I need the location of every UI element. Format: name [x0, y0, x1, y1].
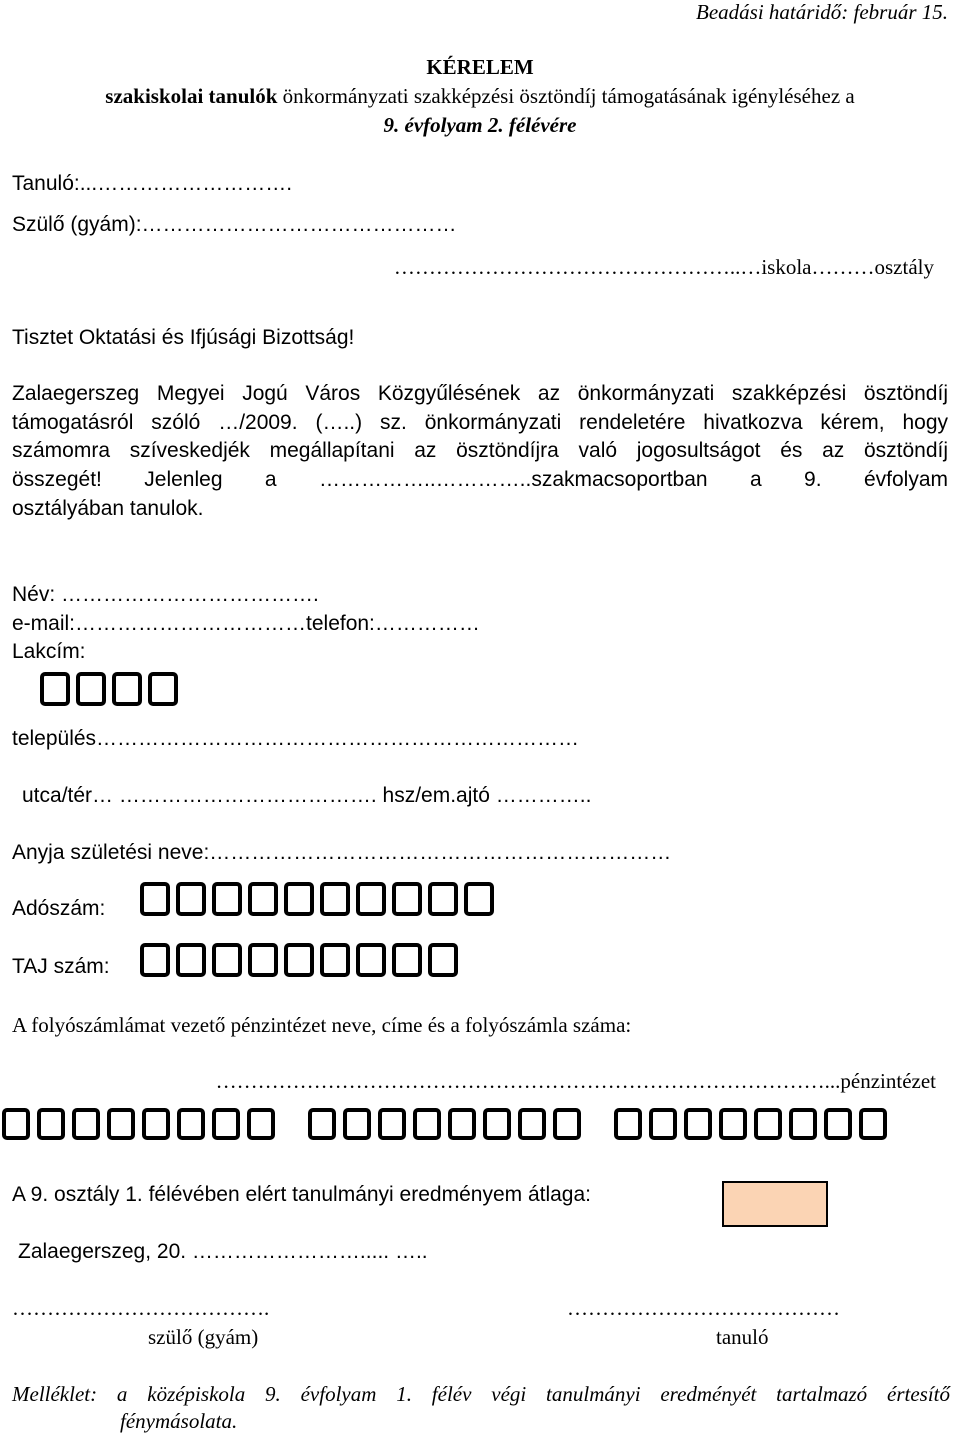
postal-digit-box[interactable] — [40, 672, 70, 706]
taj-digit-box[interactable] — [320, 943, 350, 977]
tax-digit-box[interactable] — [212, 882, 242, 916]
account-group — [2, 1108, 282, 1140]
mother-name-field[interactable]: Anyja születési neve:………………………………………………………… — [12, 841, 672, 864]
account-number-boxes[interactable] — [2, 1108, 894, 1140]
paragraph-line: számomra szíveskedjék megállapítani az ösztöndíjra való jogosultságot és az ösztöndíj — [12, 439, 948, 462]
salutation: Tisztet Oktatási és Ifjúsági Bizottság! — [12, 326, 355, 349]
taj-number-label: TAJ szám: — [12, 955, 110, 978]
tax-digit-box[interactable] — [248, 882, 278, 916]
average-input-box[interactable] — [722, 1181, 828, 1227]
account-digit-box[interactable] — [649, 1108, 677, 1140]
subtitle-bold: szakiskolai tanulók — [105, 84, 278, 108]
postal-digit-box[interactable] — [112, 672, 142, 706]
request-paragraph — [12, 380, 948, 494]
account-digit-box[interactable] — [518, 1108, 546, 1140]
bank-name-field[interactable]: ……………………………………………………………………………...pénzintézet — [215, 1069, 936, 1093]
account-digit-box[interactable] — [177, 1108, 205, 1140]
account-digit-box[interactable] — [789, 1108, 817, 1140]
taj-digit-box[interactable] — [284, 943, 314, 977]
taj-digit-box[interactable] — [392, 943, 422, 977]
subtitle-rest: önkormányzati szakképzési ösztöndíj támogatásának igényléséhez a — [277, 84, 855, 108]
paragraph-line: támogatásról szóló …/2009. (…..) sz. önkormányzati rendeletére hivatkozva kérem, hogy — [12, 410, 948, 434]
deadline-note: Beadási határidő: február 15. — [696, 0, 948, 24]
student-field[interactable]: Tanuló:...………………………. — [12, 172, 293, 195]
account-group — [614, 1108, 894, 1140]
account-digit-box[interactable] — [413, 1108, 441, 1140]
tax-digit-box[interactable] — [392, 882, 422, 916]
account-digit-box[interactable] — [824, 1108, 852, 1140]
semester-line: 9. évfolyam 2. félévére — [383, 113, 577, 137]
account-digit-box[interactable] — [308, 1108, 336, 1140]
account-digit-box[interactable] — [142, 1108, 170, 1140]
address-label: Lakcím: — [12, 640, 86, 663]
taj-digit-box[interactable] — [356, 943, 386, 977]
account-digit-box[interactable] — [378, 1108, 406, 1140]
date-field[interactable]: Zalaegerszeg, 20. ……………………..... ….. — [18, 1240, 428, 1263]
student-signature-line[interactable]: ………………………………… — [567, 1296, 840, 1320]
tax-digit-box[interactable] — [320, 882, 350, 916]
average-label: A 9. osztály 1. félévében elért tanulmányi eredményem átlaga: — [12, 1183, 591, 1206]
parent-signature-label: szülő (gyám) — [148, 1325, 259, 1349]
account-digit-box[interactable] — [483, 1108, 511, 1140]
postal-digit-box[interactable] — [148, 672, 178, 706]
postal-digit-box[interactable] — [76, 672, 106, 706]
account-digit-box[interactable] — [107, 1108, 135, 1140]
taj-digit-box[interactable] — [212, 943, 242, 977]
account-digit-box[interactable] — [684, 1108, 712, 1140]
tax-digit-box[interactable] — [356, 882, 386, 916]
attachment-note-cont: fénymásolata. — [120, 1409, 238, 1433]
parent-signature-line[interactable]: ………………………………. — [12, 1296, 270, 1320]
taj-number-boxes[interactable] — [140, 943, 464, 977]
account-group — [308, 1108, 588, 1140]
attachment-note: Melléklet: a középiskola 9. évfolyam 1. félév végi tanulmányi eredményét tartalmazó értesítő — [12, 1382, 950, 1406]
paragraph-last-line: osztályában tanulok. — [12, 497, 204, 520]
account-digit-box[interactable] — [859, 1108, 887, 1140]
paragraph-line: összegét! Jelenleg a ……………..…………..szakmacsoportban a 9. évfolyam — [12, 467, 948, 491]
student-signature-label: tanuló — [716, 1325, 769, 1349]
tax-digit-box[interactable] — [140, 882, 170, 916]
account-digit-box[interactable] — [247, 1108, 275, 1140]
email-phone-field[interactable]: e-mail:……………………………telefon:…………… — [12, 612, 480, 635]
paragraph-line: Zalaegerszeg Megyei Jogú Város Közgyűlésének az önkormányzati szakképzési ösztöndíj — [12, 382, 948, 405]
account-digit-box[interactable] — [37, 1108, 65, 1140]
tax-number-label: Adószám: — [12, 897, 106, 920]
account-digit-box[interactable] — [719, 1108, 747, 1140]
account-digit-box[interactable] — [343, 1108, 371, 1140]
account-digit-box[interactable] — [448, 1108, 476, 1140]
tax-digit-box[interactable] — [428, 882, 458, 916]
town-field[interactable]: település…………………………………………………………… — [12, 727, 580, 750]
taj-digit-box[interactable] — [428, 943, 458, 977]
taj-digit-box[interactable] — [176, 943, 206, 977]
document-title: KÉRELEM — [426, 55, 534, 79]
account-digit-box[interactable] — [72, 1108, 100, 1140]
taj-digit-box[interactable] — [140, 943, 170, 977]
account-digit-box[interactable] — [614, 1108, 642, 1140]
tax-digit-box[interactable] — [176, 882, 206, 916]
street-field[interactable]: utca/tér… ………………………………. hsz/em.ajtó ………….. — [22, 784, 592, 807]
bank-label: A folyószámlámat vezető pénzintézet neve, címe és a folyószámla száma: — [12, 1013, 632, 1037]
account-digit-box[interactable] — [2, 1108, 30, 1140]
account-digit-box[interactable] — [212, 1108, 240, 1140]
tax-digit-box[interactable] — [284, 882, 314, 916]
postal-code-boxes[interactable] — [40, 672, 184, 706]
account-digit-box[interactable] — [553, 1108, 581, 1140]
parent-field[interactable]: Szülő (gyám):……………………………………… — [12, 213, 457, 236]
tax-digit-box[interactable] — [464, 882, 494, 916]
account-digit-box[interactable] — [754, 1108, 782, 1140]
school-class-field[interactable]: …………………………………………..…iskola………osztály — [393, 255, 934, 279]
tax-number-boxes[interactable] — [140, 882, 500, 916]
taj-digit-box[interactable] — [248, 943, 278, 977]
name-field[interactable]: Név: ………………………………. — [12, 583, 319, 606]
document-subtitle — [0, 84, 960, 109]
